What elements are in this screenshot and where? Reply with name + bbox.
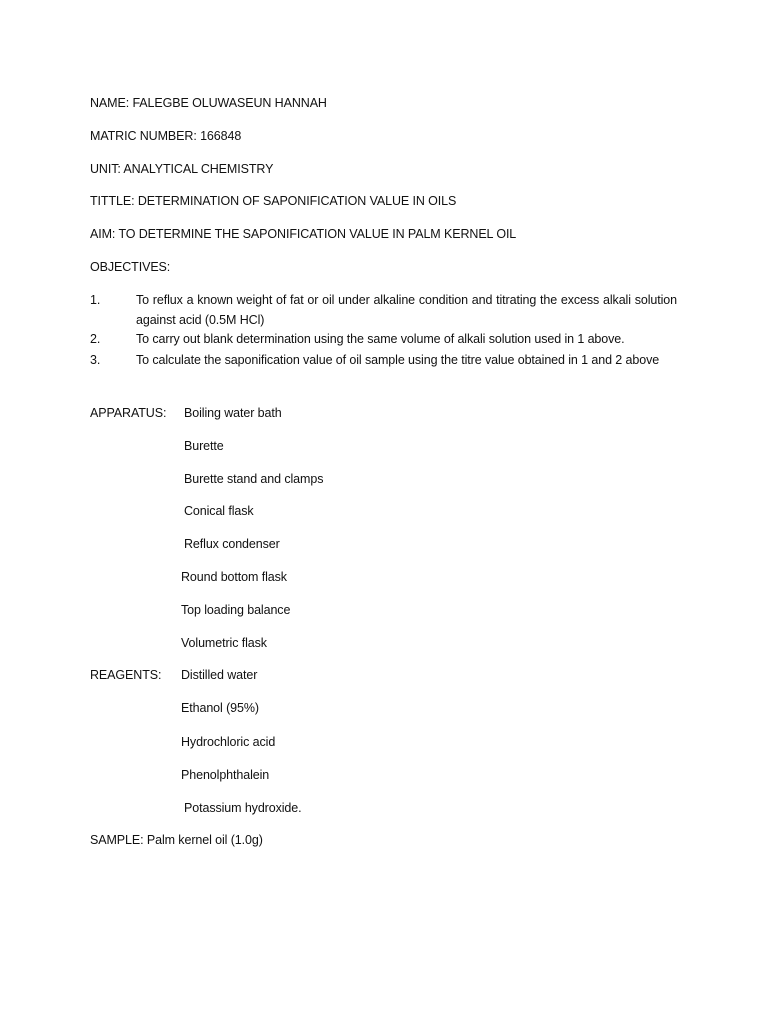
apparatus-item: Conical flask [184, 504, 254, 518]
apparatus-item: Burette [184, 439, 224, 453]
reagent-item: Ethanol (95%) [181, 701, 259, 715]
apparatus-item: Top loading balance [181, 603, 291, 617]
report-title: TITTLE: DETERMINATION OF SAPONIFICATION VALUE IN OILS [90, 194, 457, 208]
reagents-label: REAGENTS: [90, 668, 162, 682]
sample: SAMPLE: Palm kernel oil (1.0g) [90, 833, 263, 847]
objective-number: 1. [90, 293, 101, 307]
objective-text: To reflux a known weight of fat or oil under alkaline condition and titrating the excess alkali solution against acid (0.5M HCl) [136, 293, 677, 327]
reagent-item: Potassium hydroxide. [184, 801, 302, 815]
apparatus-item: Burette stand and clamps [184, 472, 324, 486]
apparatus-item: Volumetric flask [181, 636, 267, 650]
objective-text: To carry out blank determination using the same volume of alkali solution used in 1 above. [136, 332, 625, 346]
reagent-item: Hydrochloric acid [181, 735, 276, 749]
apparatus-item: Reflux condenser [184, 537, 280, 551]
apparatus-item: Boiling water bath [184, 406, 282, 420]
apparatus-label: APPARATUS: [90, 406, 167, 420]
objectives-heading: OBJECTIVES: [90, 260, 171, 274]
objective-number: 2. [90, 332, 101, 346]
reagent-item: Phenolphthalein [181, 768, 270, 782]
unit: UNIT: ANALYTICAL CHEMISTRY [90, 162, 274, 176]
reagent-item: Distilled water [181, 668, 258, 682]
objective-number: 3. [90, 353, 101, 367]
aim: AIM: TO DETERMINE THE SAPONIFICATION VALUE IN PALM KERNEL OIL [90, 227, 517, 241]
student-name: NAME: FALEGBE OLUWASEUN HANNAH [90, 96, 327, 110]
objective-text: To calculate the saponification value of oil sample using the titre value obtained in 1 and 2 above [136, 353, 660, 367]
matric-number: MATRIC NUMBER: 166848 [90, 129, 242, 143]
apparatus-item: Round bottom flask [181, 570, 287, 584]
